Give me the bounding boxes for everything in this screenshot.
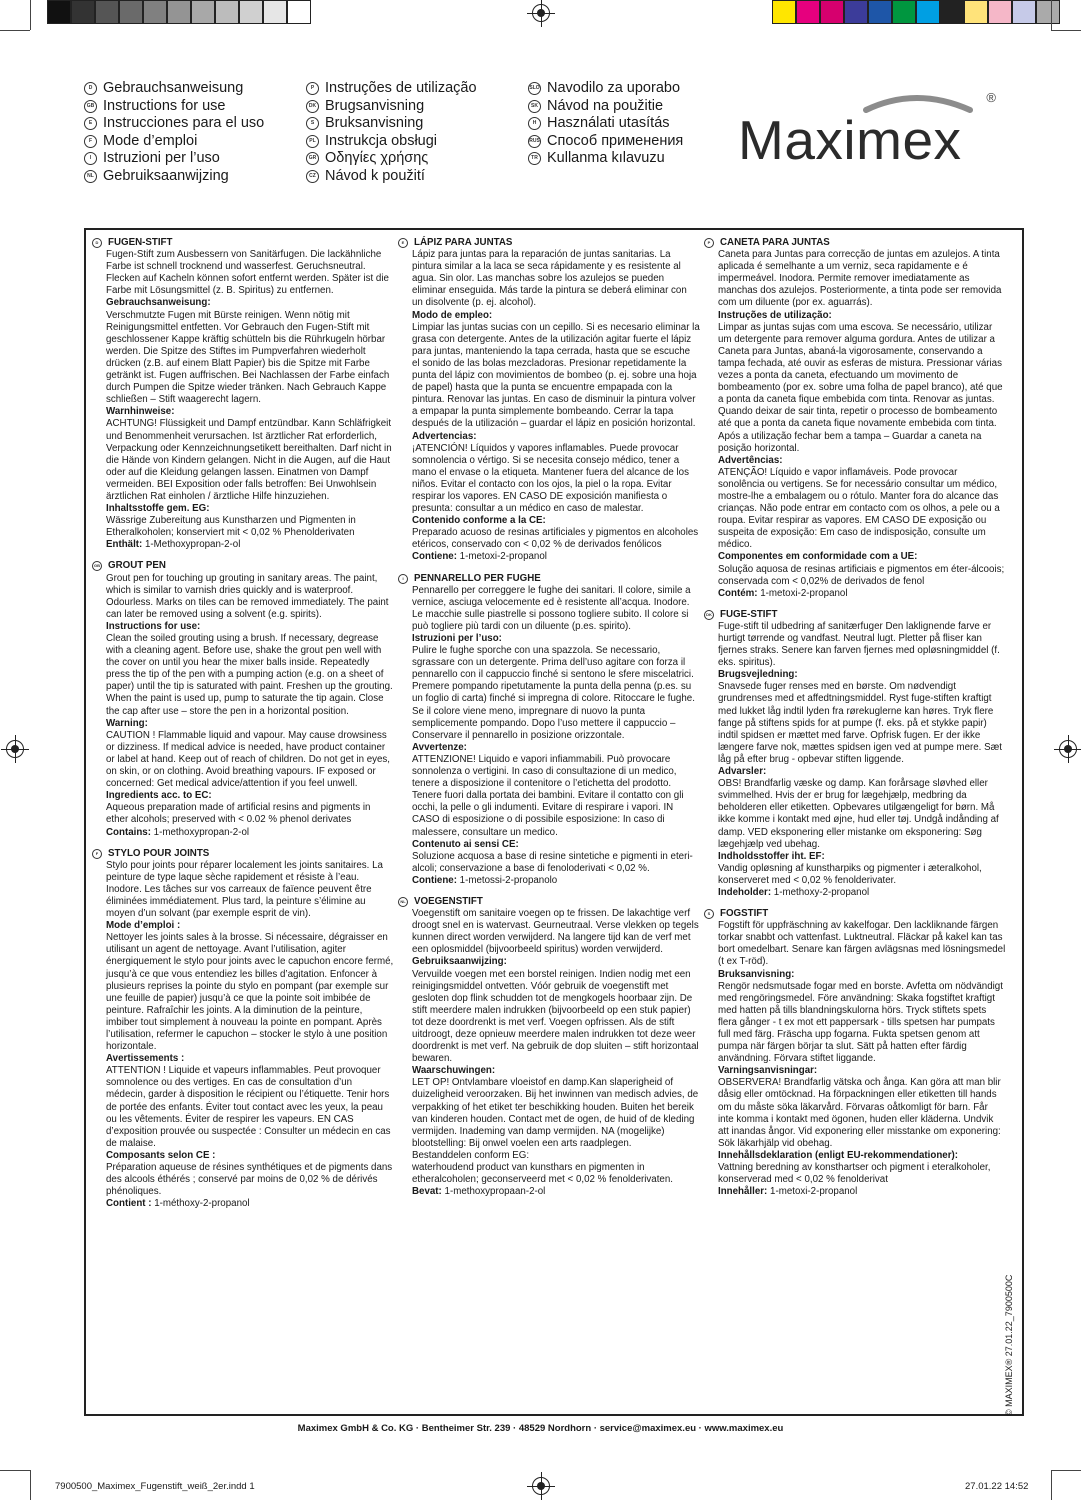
language-label: Kullanma kılavuzu — [547, 150, 665, 166]
paragraph: ACHTUNG! Flüssigkeit und Dampf entzündbar. Kann Schläfrigkeit und Benommenheit verursachen. Ist ärztlicher Rat erforderlich, Verpackung oder Kennzeichnungsetikett bereithalten. Darf nicht in die Hände von Kindern gelangen. Nicht in die Augen, auf die Haut oder auf die Kleidung gelangen lassen. Einatmen von Dampf vermeiden. BEI Exposition oder falls betroffen: Bei Unwohlsein ärztlichen Rat einholen / ärztliche Hilfe hinzuziehen. — [106, 418, 392, 502]
country-code-icon: DK — [306, 100, 319, 113]
paragraph: Vervuilde voegen met een borstel reinigen. Indien nodig met een reinigingsmiddel ontvetten. Vóór gebruik de voegenstift met gesloten dop flink schudden tot de mengkogels hoorbaar zijn. De stift meerdere malen indrukken (bijvoorbeeld op een stuk papier) tot deze doordrenkt is met verf. Voegen opfrissen. Als de stift uitdroogt, deze opnieuw meerdere malen indrukken tot deze weer doordrenkt is met verf. Na gebruik de dop sluiten – stift horizontaal bewaren. — [412, 968, 699, 1065]
section-title-text: CANETA PARA JUNTAS — [720, 237, 830, 248]
subheading: Avvertenze: — [412, 741, 467, 753]
contains-value: 1-méthoxy-2-propanol — [151, 1198, 250, 1210]
country-code-icon: SLO — [528, 82, 541, 95]
paragraph: Stylo pour joints pour réparer localement les joints sanitaires. La peinture de type laque sèche rapidement et résiste à l’eau. Inodore. Les tâches sur vos carreaux de faïence peuvent être éliminées immédiatement. Plus tard, la peinture s’élimine au moyen d’un solvant (par exemple esprit de vin). — [106, 859, 383, 920]
section-title — [92, 237, 394, 249]
contains-line — [106, 1198, 394, 1210]
language-section — [402, 572, 700, 887]
language-entry — [84, 133, 264, 151]
color-swatch — [119, 0, 143, 24]
color-swatch — [47, 0, 71, 24]
subheading: Componentes em conformidade com a UE: — [718, 551, 918, 563]
country-code-icon: H — [528, 117, 541, 130]
language-list-3 — [528, 80, 683, 168]
registration-mark-icon — [532, 1477, 550, 1495]
subheading: Avertissements : — [106, 1053, 185, 1065]
subheading: Ingredients acc. to EC: — [106, 790, 212, 802]
country-code-icon: GR — [306, 152, 319, 165]
logo-wordmark: Maximex — [738, 109, 962, 171]
contains-line — [718, 1186, 1006, 1198]
language-section — [706, 608, 1006, 899]
subheading: Advarsler: — [718, 766, 767, 778]
process-color-bar — [772, 0, 1060, 25]
section-title-text: VOEGENSTIFT — [414, 895, 483, 907]
color-swatch — [892, 0, 916, 24]
crop-mark — [1051, 30, 1081, 31]
language-entry — [528, 80, 683, 98]
subheading: Contenido conforme a la CE: — [412, 515, 546, 527]
text-column-1 — [94, 237, 394, 1219]
paragraph: waterhoudend product van kunsthars en pigmenten in etheralcoholen; geconserveerd met < 0,02 % fenolderivaten. — [412, 1162, 673, 1186]
subheading: Advertencias: — [412, 430, 477, 442]
crop-mark — [1051, 1470, 1081, 1471]
contains-value: 1-metoxi-2-propanol — [456, 551, 547, 563]
language-label: Istruzioni per l’uso — [103, 150, 220, 166]
country-code-icon: D — [92, 238, 102, 248]
paragraph: Préparation aqueuse de résines synthétiques et de pigments dans des alcools éthérés ; conservé par moins de 0,02 % de dérivés phénoliques. — [106, 1162, 393, 1198]
language-entry — [84, 115, 264, 133]
language-entry — [84, 168, 264, 186]
section-title-text: LÁPIZ PARA JUNTAS — [414, 237, 513, 248]
color-swatch — [868, 0, 892, 24]
paragraph: Nettoyer les joints sales à la brosse. Si nécessaire, dégraisser en utilisant un agent de nettoyage. Avant l’utilisation, agiter énergiquement le stylo pour joints avec le capuchon encore fermé, jusqu’à ce que vous entendiez les billes d’agitation. Enfoncer à plusieurs reprises la pointe du stylo en pompant (par exemple sur une feuille de papier) jusqu’à ce que la pointe soit imbibée de peinture. Rafraîchir les joints. A la diminution de la peinture, imbiber tout simplement à nouveau la pointe en pompant. Après l’utilisation, refermer le capuchon – stocker le stylo à une position horizontale. — [106, 932, 394, 1053]
paragraph: Pennarello per correggere le fughe dei sanitari. Il colore, simile a vernice, asciuga velocemente ed è resistente all’acqua. Inodore. Le macchie sulle piastrelle si possono togliere subito. Il colore si può togliere più tardi con un diluente (p.es. spirito). — [412, 584, 691, 632]
color-swatch — [916, 0, 940, 24]
subheading: Composants selon CE : — [106, 1149, 216, 1161]
contains-line — [412, 551, 700, 563]
paragraph: Rengör nedsmutsade fogar med en borste. Avfetta om nödvändigt med rengöringsmedel. Före användning: Skaka fogstiftet kraftigt med hatten på tills blandningskulorna hörs. Tryck stiftets spets flera gånger - t ex mot ett pappersark - tills spetsen har pumpats full med färg. Fräscha upp fogarna. Fukta spetsen genom att pumpa när färgen börjar ta slut. Sätt på hatten efter färdig användning. Förvara stiftet liggande. — [718, 980, 1003, 1065]
color-swatch — [191, 0, 215, 24]
color-swatch — [988, 0, 1012, 24]
paragraph: Caneta para Juntas para correcção de juntas em azulejos. A tinta aplicada é semelhante a um verniz, seca rapidamente e é impermeável. Inodora. Permite remover imediatamente as manchas dos azulejos. Posteriormente, a tinta pode ser removida com um diluente (por ex. aguarrás). — [718, 249, 1002, 309]
paragraph: ATTENZIONE! Liquido e vapori infiammabili. Può provocare sonnolenza o vertigini. In caso di consultazione di un medico, tenere a disposizione il contenitore o l’etichetta del prodotto. Tenere fuori dalla portata dei bambini. Evitare il contatto con gli occhi, la pelle o gli indumenti. Evitare di respirare i vapori. IN CASO di esposizione o di possibile esposizione: In caso di malessere, consultare un medico. — [412, 753, 684, 838]
color-swatch — [71, 0, 95, 24]
subheading: Innehållsdeklaration (enligt EU-rekommendationer): — [718, 1149, 958, 1161]
contains-label: Innehåller: — [718, 1186, 768, 1198]
country-code-icon: PL — [306, 135, 319, 148]
language-entry — [528, 133, 683, 151]
contains-value: 1-Methoxypropan-2-ol — [142, 539, 241, 551]
subheading: Warnhinweise: — [106, 406, 175, 418]
subheading: Istruzioni per l’uso: — [412, 633, 502, 644]
paragraph: OBSERVERA! Brandfarlig vätska och ånga. Kan göra att man blir dåsig eller omtöcknad. Ha förpackningen eller etiketten till hands om du måste söka läkarvård. Förvaras oåtkomligt för barn. Får inte komma i kontakt med ögonen, huden eller kläderna. Undvik att inandas ångor. Vid exponering eller misstanke om exponering: Sök läkarhjälp vid obehag. — [718, 1077, 1001, 1149]
language-label: Οδηγίες χρήσης — [325, 150, 429, 166]
paragraph: Snavsede fuger renses med en børste. Om nødvendigt grundrenses med et affedtningsmiddel. Ryst fuge-stiften kraftigt med lukket låg indtil lyden fra rørekuglerne kan høres. Tryk flere fange på stiftens spids for at pumpe (f. eks. på et stykke papir) indtil spidsen er mættet med farve. Opfrisk fugen. Er der ikke længere farve nok, mættes spidsen igen ved at pumpe mere. Sæt låg på efter brug - opbevar stiften liggende. — [718, 681, 1002, 765]
language-section — [400, 895, 700, 1198]
country-code-icon: D — [84, 82, 97, 95]
paragraph: LET OP! Ontvlambare vloeistof en damp.Kan slaperigheid of duizeligheid veroorzaken. Bij het inwinnen van medisch advies, de verpakking of het etiket ter beschikking houden. Buiten het bereik van kinderen houden. Contact met de ogen, de huid of de kleding vermijden. Inademing van damp vermijden. NA (mogelijke) blootstelling: Bij onwel voelen een arts raadplegen. — [412, 1077, 699, 1149]
registration-mark-icon — [1059, 740, 1077, 758]
registered-mark: ® — [986, 90, 996, 105]
country-code-icon: S — [704, 909, 714, 919]
language-label: Használati utasítás — [547, 115, 670, 131]
language-section — [95, 237, 394, 551]
color-swatch — [167, 0, 191, 24]
registration-mark-icon — [6, 740, 24, 758]
section-title — [92, 848, 394, 860]
color-swatch — [1012, 0, 1036, 24]
country-code-icon: P — [306, 82, 319, 95]
paragraph: Verschmutzte Fugen mit Bürste reinigen. Wenn nötig mit Reinigungsmittel entfetten. Vor Gebrauch den Fugen-Stift mit geschlossener Kappe kräftig schütteln bis die Rührkugeln hörbar werden. Die Spitze des Stiftes im Pumpverfahren wiederholt drücken (z.B. auf einem Blatt Papier) bis die Spitze mit Farbe getränkt ist. Fugen auffrischen. Bei Nachlassen der Farbe einfach durch Pumpen die Spitze wieder tränken. Nach Gebrauch Kappe schließen – Stift waagerecht lagern. — [106, 309, 390, 406]
contains-label: Indeholder: — [718, 886, 772, 898]
language-entry — [306, 98, 477, 116]
subheading: Gebruiksaanwijzing: — [412, 956, 507, 968]
language-label: Bruksanvisning — [325, 115, 424, 131]
language-label: Návod na použitie — [547, 97, 664, 114]
color-swatch — [95, 0, 119, 24]
paragraph: OBS! Brandfarlig væske og damp. Kan forårsage sløvhed eller svimmelhed. Hvis der er brug for lægehjælp, medbring da beholderen eller etiketten. Opbevares utilgængeligt for børn. Må ikke komme i kontakt med øjne, hud eller tøj. Undgå indånding af damp. VED eksponering eller mistanke om eksponering: Søg lægehjælp ved ubehag. — [718, 778, 999, 850]
contains-label: Contient : — [106, 1198, 152, 1210]
language-entry — [306, 115, 477, 133]
country-code-icon: S — [306, 117, 319, 130]
language-entry — [306, 133, 477, 151]
country-code-icon: F — [84, 135, 97, 148]
paragraph: Lápiz para juntas para la reparación de juntas sanitarias. La pintura similar a la laca se seca rápidamente y es resistente al agua. Sin olor. Las manchas sobre los azulejos se pueden eliminar enseguida. Más tarde la pintura se deberá eliminar con un disolvente (p. ej. alcohol). — [412, 249, 687, 309]
country-code-icon: P — [704, 238, 714, 248]
color-swatch — [796, 0, 820, 24]
section-title — [92, 560, 394, 572]
contains-line — [718, 887, 1006, 899]
subheading: Modo de empleo: — [412, 309, 493, 321]
maximex-logo — [738, 90, 996, 170]
subheading: Warning: — [106, 717, 148, 729]
section-title-text: STYLO POUR JOINTS — [108, 847, 210, 859]
language-entry — [528, 115, 683, 133]
contains-label: Bevat: — [412, 1186, 442, 1198]
language-label: Instructions for use — [103, 97, 226, 114]
paragraph: Preparado acuoso de resinas artificiales y pigmentos en alcoholes etéricos, conservado con < 0,02 % de derivados fenólicos — [412, 527, 699, 551]
section-title — [398, 237, 700, 249]
subheading: Bruksanvisning: — [718, 968, 795, 980]
crop-mark — [30, 0, 31, 30]
paragraph: ATTENTION ! Liquide et vapeurs inflammables. Peut provoquer somnolence ou des vertiges. En cas de consultation d’un médecin, garder à disposition le récipient ou l’étiquette. Tenir hors de portée des enfants. Éviter tout contact avec les yeux, la peau ou les vêtements. Éviter de respirer les vapeurs. EN CAS d’exposition prouvée ou suspectée : Consulter un médecin en cas de malaise. — [106, 1065, 391, 1149]
paragraph: Pulire le fughe sporche con una spazzola. Se necessario, sgrassare con un detergente. Prima dell’uso agitare con forza il pennarello con il cappuccio finché si sentono le sfere miscelatrici. Premere pompando ripetutamente la punta della penna (p.es. su un foglio di carta) finché si impregna di colore. Ritoccare le fughe. Se il colore viene meno, impregnare di nuovo la punta semplicemente pompando. Dopo l’uso mettere il cappuccio – Conservare il pennarello in posizione orizzontale. — [412, 645, 695, 741]
language-list-2 — [306, 80, 477, 185]
date-slug: 27.01.22 14:52 — [965, 1481, 1029, 1492]
section-title — [704, 237, 1006, 249]
country-code-icon: TR — [528, 152, 541, 165]
section-title-text: FUGEN-STIFT — [108, 237, 173, 248]
country-code-icon: GB — [84, 100, 97, 113]
contains-value: 1-metoxi-2-propanol — [757, 587, 848, 599]
country-code-icon: CZ — [306, 170, 319, 183]
country-code-icon: E — [84, 117, 97, 130]
text-column-3 — [706, 237, 1006, 1207]
language-label: Instrucciones para el uso — [103, 115, 265, 131]
contains-value: 1-metoxi-2-propanol — [767, 1186, 858, 1198]
crop-mark — [0, 30, 30, 31]
subheading: Brugsvejledning: — [718, 669, 798, 681]
contains-line — [412, 1186, 700, 1198]
paragraph: ATENÇÃO! Líquido e vapor inflamáveis. Pode provocar sonolência ou vertigens. Se for necessário consultar um médico, mostre-lhe a embalagem ou o rótulo. Manter fora do alcance das crianças. Não pode entrar em contacto com os olhos, a pele ou a roupa. Evitar respirar as vapores. EM CASO DE exposição ou suspeita de exposição: Em caso de indisposição, consulte um médico. — [718, 466, 1000, 551]
paragraph: Grout pen for touching up grouting in sanitary areas. The paint, which is similar to varnish dries quickly and is waterproof. Odourless. Marks on tiles can be removed immediately. The paint can later be removed using a solvent (e.g. spirits). — [106, 572, 389, 620]
language-label: Instruções de utilização — [325, 80, 477, 96]
language-entry — [528, 98, 683, 116]
paragraph: Aqueous preparation made of artificial resins and pigments in ether alcohols; preserved with < 0.02 % phenol derivates — [106, 802, 371, 826]
paragraph: Soluzione acquosa a base di resine sintetiche e pigmenti in eteri-alcoli; conservazione a base di fenoloderivati < 0,02 %. — [412, 850, 693, 874]
subheading: Inhaltsstoffe gem. EG: — [106, 503, 210, 515]
language-entry — [528, 150, 683, 168]
country-code-icon: F — [92, 849, 102, 859]
paragraph: Fugen-Stift zum Ausbessern von Sanitärfugen. Die lackähnliche Farbe ist schnell trocknend und wasserfest. Geruchsneutral. Flecken auf Kacheln können sofort entfernt werden. Später ist die Farbe mit Lösungsmittel (z. B. Spiritus) zu entfernen. — [106, 249, 389, 297]
crop-mark — [0, 1470, 30, 1471]
language-entry — [306, 150, 477, 168]
color-swatch — [964, 0, 988, 24]
language-entry — [306, 80, 477, 98]
crop-mark — [1051, 1470, 1052, 1500]
paragraph: Limpiar las juntas sucias con un cepillo. Si es necesario eliminar la grasa con detergente. Antes de la utilización agitar fuerte el lápiz para juntas, manteniendo la tapa cerrada, hasta que se escuche el sonido de las bolas mezcladoras. Presionar repetidamente la punta del lápiz con movimientos de bombeo (p. ej. sobre una hoja de papel) hasta que la punta se encuentre empapada con la pintura. Renovar las juntas. En caso de disminuir la pintura volver a empapar la punta simplemente bombeando. Cerrar la tapa después de la utilización – guardar el lápiz en posición horizontal. — [412, 321, 700, 430]
country-code-icon: SK — [528, 100, 541, 113]
paragraph: Wässrige Zubereitung aus Kunstharzen und Pigmenten in Etheralkoholen; konserviert mit < 0,02 % Phenolderivaten — [106, 515, 356, 539]
paragraph: Fogstift för uppfräschning av kakelfogar. Den lackliknande färgen torkar snabbt och vattenfast. Luktneutral. Fläckar på kakel kan tas bort omedelbart. Senare kan färgen avlägsnas med lösningsmedel (t ex T-röd). — [718, 920, 1006, 968]
contains-line — [412, 875, 700, 887]
paragraph: Vandig opløsning af kunstharpiks og pigmenter i æteralkohol, konserveret med < 0,02 % fenolderivater. — [718, 862, 982, 886]
language-label: Mode d’emploi — [103, 132, 198, 149]
language-list-1 — [84, 80, 264, 185]
country-code-icon: E — [398, 238, 408, 248]
text-column-2 — [400, 237, 700, 1207]
section-title — [704, 908, 1006, 920]
paragraph: ¡ATENCIÓN! Líquidos y vapores inflamables. Puede provocar somnolencia o vértigo. Si se necesita consejo médico, tener a mano el envase o la etiqueta. Mantener fuera del alcance de los niños. Evitar el contacto con los ojos, la piel o la ropa. Evitar respirar los vapores. EN CASO DE exposición manifiesta o presunta: consultar a un médico en caso de malestar. — [412, 442, 689, 515]
subheading: Instructions for use: — [106, 620, 201, 632]
gray-color-bar — [47, 0, 311, 25]
language-section — [707, 908, 1006, 1198]
country-code-icon: DK — [704, 610, 714, 620]
contains-line — [106, 827, 394, 839]
paragraph: CAUTION ! Flammable liquid and vapour. May cause drowsiness or dizziness. If medical advice is needed, have product container or label at hand. Keep out of reach of children. Do not get in eyes, on skin, or on clothing. Avoid breathing vapours. IF exposed or concerned: Get medical advice/attention if you feel unwell. — [106, 729, 391, 790]
color-swatch — [143, 0, 167, 24]
country-code-icon: NL — [398, 897, 408, 907]
contains-line — [106, 539, 394, 551]
language-entry — [84, 80, 264, 98]
paragraph: Clean the soiled grouting using a brush. If necessary, degrease with a cleaning agent. Before use, shake the grout pen well with the cover on until you hear the mixer balls inside. Repeatedly press the tip of the pen with a pumping action (e.g. on a sheet of paper) until the tip is saturated with paint. Freshen up the grouting. When the paint is used up, pump to saturate the tip again. Close the cap after use – store the pen in a horizontal position. — [106, 633, 393, 717]
subheading: Indholdsstoffer iht. EF: — [718, 850, 825, 862]
language-section — [95, 847, 394, 1211]
contains-label: Contains: — [106, 826, 151, 838]
section-title — [398, 573, 700, 585]
color-swatch — [239, 0, 263, 24]
language-label: Brugsanvisning — [325, 97, 425, 114]
language-label: Gebruiksaanwijzing — [103, 167, 229, 184]
language-entry — [84, 98, 264, 116]
subheading: Gebrauchsanweisung: — [106, 297, 211, 309]
subheading: Contenuto ai sensi CE: — [412, 838, 519, 850]
section-title-text: FUGE-STIFT — [720, 608, 778, 620]
subheading: Advertências: — [718, 454, 783, 466]
language-label: Instrukcja obsługi — [325, 132, 438, 149]
color-swatch — [844, 0, 868, 24]
color-swatch — [287, 0, 311, 24]
paragraph: Fuge-stift til udbedring af sanitærfuger Den laklignende farve er hurtigt tørrende og vandfast. Neutral lugt. Pletter på fliser kan fjernes straks. Senere kan farven fjernes med opløsningmiddel (f. eks. spiritus). — [718, 620, 1000, 669]
language-label: Способ применения — [547, 132, 684, 149]
contains-label: Contiene: — [412, 551, 457, 563]
country-code-icon: GB — [92, 561, 102, 571]
color-swatch — [215, 0, 239, 24]
subheading: Instruções de utilização: — [718, 309, 832, 321]
contains-value: 1-methoxy-2-propanol — [771, 886, 870, 898]
language-label: Navodilo za uporabo — [547, 80, 681, 96]
crop-mark — [1051, 0, 1052, 30]
contains-label: Contém: — [718, 587, 758, 599]
paragraph: Bestanddelen conform EG: — [412, 1149, 530, 1161]
paragraph: Vattning beredning av konsthartser och pigment i eteralkoholer, konserverad med < 0,02 % fenolderivat — [718, 1162, 991, 1186]
subheading: Waarschuwingen: — [412, 1065, 496, 1077]
vertical-copyright: © MAXIMEX® 27.01.22_7900500C — [1004, 1274, 1014, 1416]
language-section — [94, 560, 394, 838]
company-footer: Maximex GmbH & Co. KG · Bentheimer Str. 239 · 48529 Nordhorn · service@maximex.eu · www.maximex.eu — [297, 1423, 784, 1434]
section-title-text: GROUT PEN — [108, 560, 166, 572]
country-code-icon: I — [398, 574, 408, 584]
color-swatch — [772, 0, 796, 24]
contains-label: Enthält: — [106, 539, 143, 551]
color-swatch — [820, 0, 844, 24]
paragraph: Solução aquosa de resinas artificiais e pigmentos em éter-álcoois; conservada com < 0,02% de derivados de fenol — [718, 563, 1005, 587]
language-entry — [306, 168, 477, 186]
color-swatch — [263, 0, 287, 24]
color-swatch — [1036, 0, 1060, 24]
contains-value: 1-methoxypropan-2-ol — [150, 826, 250, 838]
section-title — [398, 896, 700, 908]
color-swatch — [940, 0, 964, 24]
section-title-text: PENNARELLO PER FUGHE — [414, 572, 541, 584]
section-title-text: FOGSTIFT — [720, 908, 769, 920]
language-label: Návod k použití — [325, 167, 425, 184]
subheading: Varningsanvisningar: — [718, 1065, 818, 1077]
contains-label: Contiene: — [412, 874, 457, 886]
language-section — [401, 237, 700, 564]
contains-value: 1-methoxypropaan-2-ol — [441, 1186, 546, 1198]
language-section — [707, 237, 1006, 600]
country-code-icon: NL — [84, 170, 97, 183]
contains-line — [718, 588, 1006, 600]
country-code-icon: I — [84, 152, 97, 165]
subheading: Mode d’emploi : — [106, 920, 181, 932]
paragraph: Limpar as juntas sujas com uma escova. Se necessário, utilizar um detergente para remover alguma gordura. Antes de utilizar a Caneta para Juntas, abaná-la vigorosamente, conservando a tampa fechada, até ouvir as esferas de mistura. Pressionar várias vezes a ponta da caneta, efectuando um movimento de bombeamento (por ex. sobre uma folha de papel branco), até que a ponta da caneta fique embebida com tinta. Renovar as juntas. Quando deixar de sair tinta, repetir o processo de bombeamento até que a ponta da caneta fique novamente embebida com tinta. Após a utilização fechar bem a tampa – Guardar a caneta na posição horizontal. — [718, 321, 1003, 454]
contains-value: 1-metossi-2-propanolo — [456, 874, 558, 886]
crop-mark — [30, 1470, 31, 1500]
section-title — [704, 609, 1006, 621]
paragraph: Voegenstift om sanitaire voegen op te frissen. De lakachtige verf droogt snel en is watervast. Geurneutraal. Verse vlekken op tegels kunnen direct worden verwijderd. Na langere tijd kan de verf met een oplosmiddel (bijvoorbeeld spiritus) worden verwijderd. — [412, 908, 699, 956]
file-slug: 7900500_Maximex_Fugenstift_weiß_2er.indd 1 — [55, 1481, 255, 1492]
country-code-icon: RUS — [528, 135, 541, 148]
language-label: Gebrauchsanweisung — [103, 80, 244, 96]
registration-mark-icon — [532, 4, 550, 22]
language-entry — [84, 150, 264, 168]
